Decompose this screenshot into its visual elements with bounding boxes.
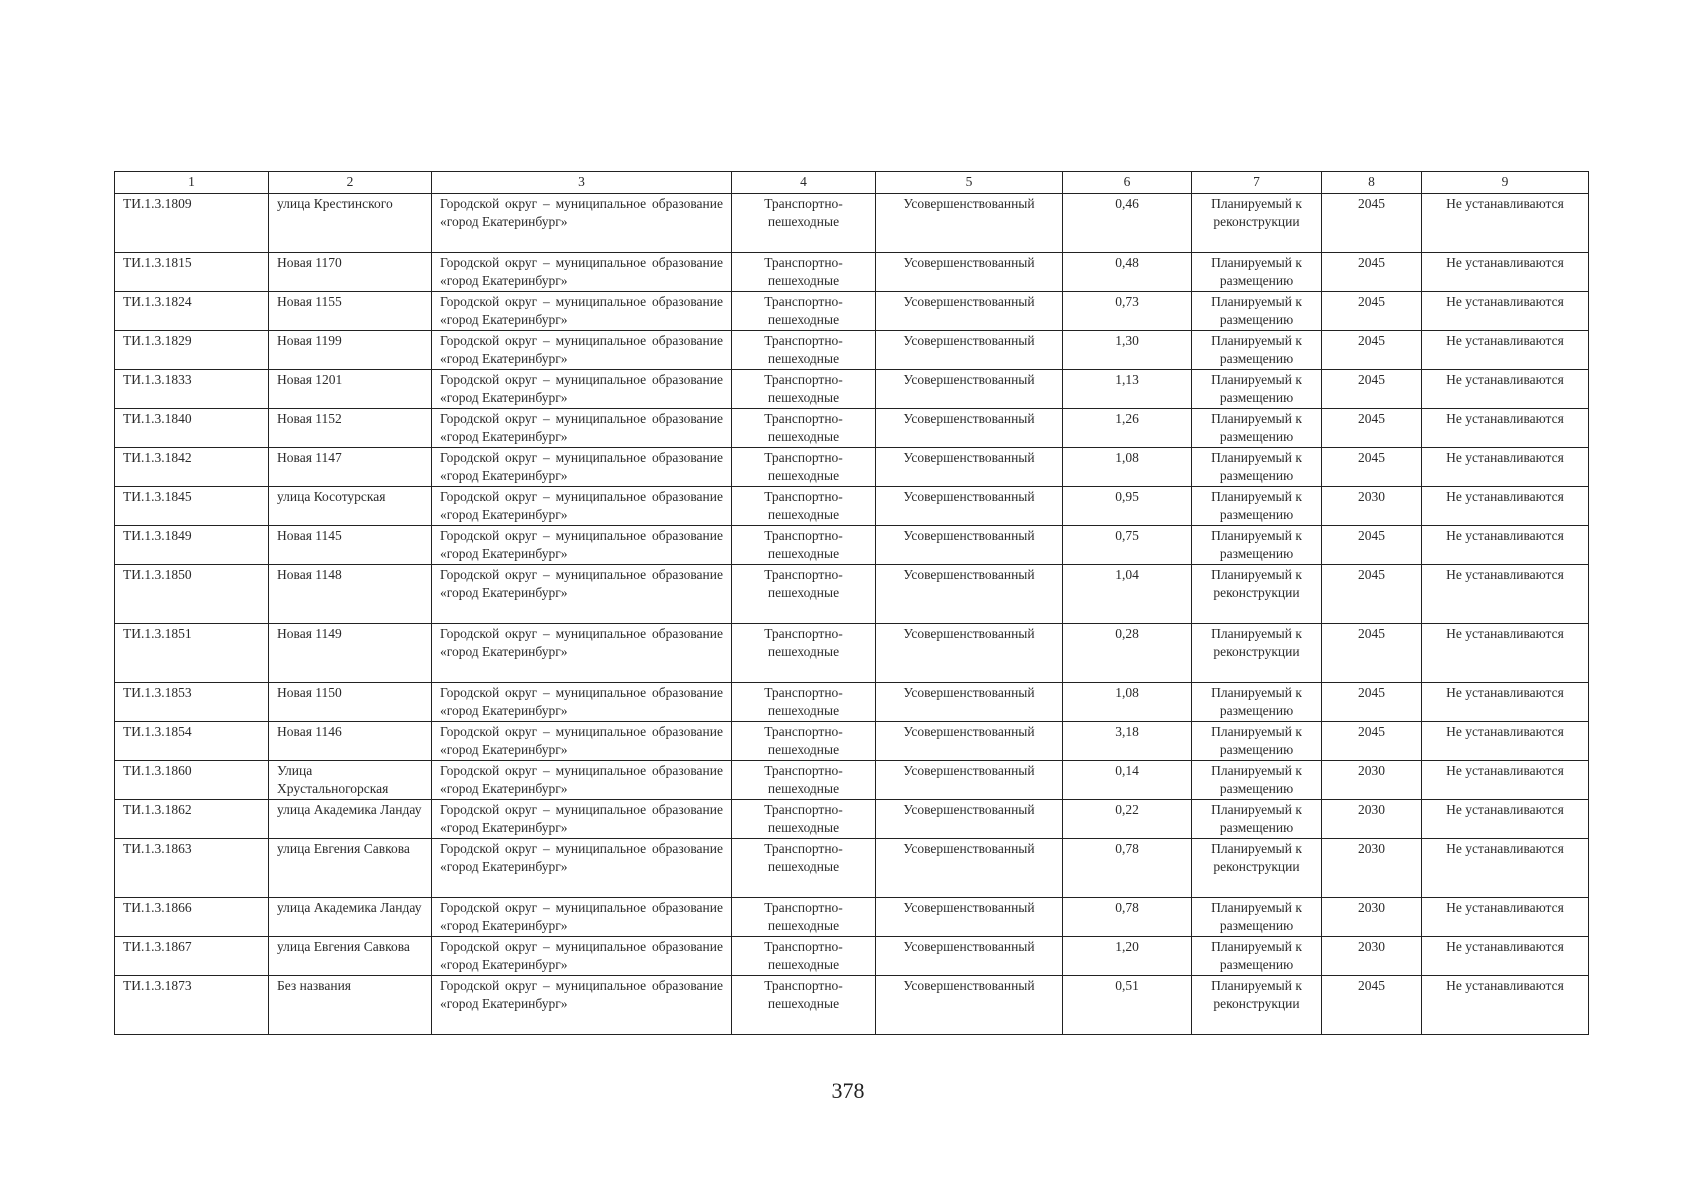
cell-road-type: Транспортно-пешеходные [732, 565, 876, 624]
table-row [115, 331, 1589, 370]
cell-road-type: Транспортно-пешеходные [732, 194, 876, 253]
table-body [115, 194, 1589, 1035]
cell-owner: Городской округ – муниципальное образование «город Екатеринбург» [432, 409, 732, 448]
cell-road-name: улица Академика Ландау [269, 898, 432, 937]
cell-owner: Городской округ – муниципальное образование «город Екатеринбург» [432, 976, 732, 1035]
cell-owner: Городской округ – муниципальное образование «город Екатеринбург» [432, 624, 732, 683]
cell-status: Планируемый к реконструкции [1192, 976, 1322, 1035]
table-row [115, 370, 1589, 409]
table-row [115, 839, 1589, 898]
cell-restrictions: Не устанавливаются [1422, 976, 1589, 1035]
cell-id: ТИ.1.3.1854 [115, 722, 269, 761]
cell-year: 2045 [1322, 253, 1422, 292]
cell-pavement: Усовершенствованный [876, 409, 1063, 448]
table-row [115, 194, 1589, 253]
cell-year: 2045 [1322, 409, 1422, 448]
cell-pavement: Усовершенствованный [876, 448, 1063, 487]
cell-road-name: Новая 1170 [269, 253, 432, 292]
cell-road-type: Транспортно-пешеходные [732, 937, 876, 976]
cell-status: Планируемый к размещению [1192, 253, 1322, 292]
cell-restrictions: Не устанавливаются [1422, 898, 1589, 937]
cell-owner: Городской округ – муниципальное образование «город Екатеринбург» [432, 839, 732, 898]
cell-restrictions: Не устанавливаются [1422, 800, 1589, 839]
cell-restrictions: Не устанавливаются [1422, 370, 1589, 409]
cell-id: ТИ.1.3.1824 [115, 292, 269, 331]
cell-road-type: Транспортно-пешеходные [732, 800, 876, 839]
table-row [115, 292, 1589, 331]
page-number: 378 [831, 1078, 865, 1103]
cell-road-name: улица Академика Ландау [269, 800, 432, 839]
table-row [115, 898, 1589, 937]
cell-restrictions: Не устанавливаются [1422, 624, 1589, 683]
cell-status: Планируемый к размещению [1192, 370, 1322, 409]
table-row [115, 526, 1589, 565]
cell-road-type: Транспортно-пешеходные [732, 898, 876, 937]
cell-id: ТИ.1.3.1850 [115, 565, 269, 624]
cell-status: Планируемый к размещению [1192, 487, 1322, 526]
table-row [115, 565, 1589, 624]
cell-status: Планируемый к реконструкции [1192, 194, 1322, 253]
cell-road-type: Транспортно-пешеходные [732, 976, 876, 1035]
cell-owner: Городской округ – муниципальное образование «город Екатеринбург» [432, 722, 732, 761]
cell-pavement: Усовершенствованный [876, 331, 1063, 370]
cell-year: 2045 [1322, 526, 1422, 565]
cell-owner: Городской округ – муниципальное образование «город Екатеринбург» [432, 761, 732, 800]
cell-status: Планируемый к размещению [1192, 898, 1322, 937]
cell-road-name: Новая 1150 [269, 683, 432, 722]
cell-road-name: Новая 1152 [269, 409, 432, 448]
cell-id: ТИ.1.3.1849 [115, 526, 269, 565]
cell-road-name: Без названия [269, 976, 432, 1035]
cell-length: 0,95 [1063, 487, 1192, 526]
cell-road-name: улица Евгения Савкова [269, 839, 432, 898]
cell-road-name: Новая 1148 [269, 565, 432, 624]
cell-road-type: Транспортно-пешеходные [732, 448, 876, 487]
cell-pavement: Усовершенствованный [876, 761, 1063, 800]
cell-length: 1,08 [1063, 448, 1192, 487]
cell-road-type: Транспортно-пешеходные [732, 409, 876, 448]
cell-owner: Городской округ – муниципальное образование «город Екатеринбург» [432, 253, 732, 292]
header-col-8: 8 [1322, 172, 1422, 194]
cell-pavement: Усовершенствованный [876, 526, 1063, 565]
cell-pavement: Усовершенствованный [876, 976, 1063, 1035]
cell-year: 2030 [1322, 761, 1422, 800]
table-row [115, 624, 1589, 683]
cell-year: 2045 [1322, 292, 1422, 331]
cell-status: Планируемый к размещению [1192, 331, 1322, 370]
table-row [115, 683, 1589, 722]
cell-year: 2045 [1322, 683, 1422, 722]
cell-length: 0,28 [1063, 624, 1192, 683]
cell-pavement: Усовершенствованный [876, 487, 1063, 526]
cell-road-name: улица Евгения Савкова [269, 937, 432, 976]
cell-length: 0,48 [1063, 253, 1192, 292]
cell-length: 0,46 [1063, 194, 1192, 253]
cell-restrictions: Не устанавливаются [1422, 761, 1589, 800]
cell-id: ТИ.1.3.1845 [115, 487, 269, 526]
cell-road-type: Транспортно-пешеходные [732, 331, 876, 370]
cell-restrictions: Не устанавливаются [1422, 487, 1589, 526]
cell-owner: Городской округ – муниципальное образование «город Екатеринбург» [432, 800, 732, 839]
cell-owner: Городской округ – муниципальное образование «город Екатеринбург» [432, 487, 732, 526]
cell-pavement: Усовершенствованный [876, 194, 1063, 253]
cell-length: 1,30 [1063, 331, 1192, 370]
cell-id: ТИ.1.3.1840 [115, 409, 269, 448]
cell-year: 2045 [1322, 370, 1422, 409]
cell-road-name: Новая 1201 [269, 370, 432, 409]
cell-pavement: Усовершенствованный [876, 624, 1063, 683]
cell-pavement: Усовершенствованный [876, 937, 1063, 976]
cell-year: 2030 [1322, 937, 1422, 976]
cell-id: ТИ.1.3.1815 [115, 253, 269, 292]
cell-restrictions: Не устанавливаются [1422, 331, 1589, 370]
header-col-3: 3 [432, 172, 732, 194]
cell-length: 0,78 [1063, 839, 1192, 898]
cell-status: Планируемый к размещению [1192, 722, 1322, 761]
cell-length: 0,51 [1063, 976, 1192, 1035]
cell-id: ТИ.1.3.1809 [115, 194, 269, 253]
cell-pavement: Усовершенствованный [876, 898, 1063, 937]
cell-road-type: Транспортно-пешеходные [732, 722, 876, 761]
cell-road-name: Улица Хрустальногорская [269, 761, 432, 800]
cell-year: 2045 [1322, 624, 1422, 683]
table-row [115, 487, 1589, 526]
cell-restrictions: Не устанавливаются [1422, 448, 1589, 487]
cell-length: 0,75 [1063, 526, 1192, 565]
cell-status: Планируемый к размещению [1192, 526, 1322, 565]
cell-road-type: Транспортно-пешеходные [732, 683, 876, 722]
cell-year: 2045 [1322, 565, 1422, 624]
cell-id: ТИ.1.3.1833 [115, 370, 269, 409]
cell-road-name: Новая 1147 [269, 448, 432, 487]
cell-road-type: Транспортно-пешеходные [732, 370, 876, 409]
cell-road-type: Транспортно-пешеходные [732, 487, 876, 526]
table-row [115, 800, 1589, 839]
header-col-5: 5 [876, 172, 1063, 194]
table-row [115, 253, 1589, 292]
cell-road-type: Транспортно-пешеходные [732, 761, 876, 800]
cell-year: 2045 [1322, 194, 1422, 253]
cell-id: ТИ.1.3.1873 [115, 976, 269, 1035]
header-row [115, 172, 1589, 194]
cell-road-name: Новая 1145 [269, 526, 432, 565]
cell-road-name: Новая 1146 [269, 722, 432, 761]
cell-restrictions: Не устанавливаются [1422, 292, 1589, 331]
cell-restrictions: Не устанавливаются [1422, 722, 1589, 761]
header-col-7: 7 [1192, 172, 1322, 194]
cell-pavement: Усовершенствованный [876, 683, 1063, 722]
cell-restrictions: Не устанавливаются [1422, 937, 1589, 976]
header-col-4: 4 [732, 172, 876, 194]
cell-id: ТИ.1.3.1866 [115, 898, 269, 937]
cell-status: Планируемый к реконструкции [1192, 624, 1322, 683]
cell-pavement: Усовершенствованный [876, 800, 1063, 839]
cell-road-name: Новая 1149 [269, 624, 432, 683]
cell-pavement: Усовершенствованный [876, 565, 1063, 624]
cell-id: ТИ.1.3.1860 [115, 761, 269, 800]
cell-length: 0,73 [1063, 292, 1192, 331]
cell-road-name: Новая 1199 [269, 331, 432, 370]
cell-length: 0,14 [1063, 761, 1192, 800]
cell-length: 1,04 [1063, 565, 1192, 624]
cell-length: 0,22 [1063, 800, 1192, 839]
cell-id: ТИ.1.3.1829 [115, 331, 269, 370]
cell-pavement: Усовершенствованный [876, 839, 1063, 898]
cell-road-name: Новая 1155 [269, 292, 432, 331]
cell-status: Планируемый к размещению [1192, 292, 1322, 331]
cell-status: Планируемый к размещению [1192, 800, 1322, 839]
table-row [115, 409, 1589, 448]
cell-status: Планируемый к размещению [1192, 448, 1322, 487]
cell-owner: Городской округ – муниципальное образование «город Екатеринбург» [432, 448, 732, 487]
cell-owner: Городской округ – муниципальное образование «город Екатеринбург» [432, 937, 732, 976]
cell-road-type: Транспортно-пешеходные [732, 839, 876, 898]
table-row [115, 761, 1589, 800]
cell-length: 0,78 [1063, 898, 1192, 937]
cell-status: Планируемый к размещению [1192, 761, 1322, 800]
cell-owner: Городской округ – муниципальное образование «город Екатеринбург» [432, 331, 732, 370]
cell-status: Планируемый к размещению [1192, 683, 1322, 722]
cell-owner: Городской округ – муниципальное образование «город Екатеринбург» [432, 683, 732, 722]
cell-restrictions: Не устанавливаются [1422, 683, 1589, 722]
cell-pavement: Усовершенствованный [876, 722, 1063, 761]
table-row [115, 448, 1589, 487]
cell-road-type: Транспортно-пешеходные [732, 526, 876, 565]
cell-year: 2030 [1322, 898, 1422, 937]
cell-owner: Городской округ – муниципальное образование «город Екатеринбург» [432, 370, 732, 409]
cell-restrictions: Не устанавливаются [1422, 194, 1589, 253]
cell-status: Планируемый к реконструкции [1192, 565, 1322, 624]
cell-restrictions: Не устанавливаются [1422, 253, 1589, 292]
cell-year: 2030 [1322, 487, 1422, 526]
cell-road-type: Транспортно-пешеходные [732, 624, 876, 683]
table-row [115, 722, 1589, 761]
cell-owner: Городской округ – муниципальное образование «город Екатеринбург» [432, 565, 732, 624]
cell-length: 1,20 [1063, 937, 1192, 976]
cell-owner: Городской округ – муниципальное образование «город Екатеринбург» [432, 526, 732, 565]
cell-year: 2045 [1322, 331, 1422, 370]
cell-year: 2045 [1322, 722, 1422, 761]
cell-road-name: улица Крестинского [269, 194, 432, 253]
cell-year: 2045 [1322, 976, 1422, 1035]
table-row [115, 937, 1589, 976]
cell-restrictions: Не устанавливаются [1422, 839, 1589, 898]
cell-id: ТИ.1.3.1851 [115, 624, 269, 683]
header-col-2: 2 [269, 172, 432, 194]
cell-restrictions: Не устанавливаются [1422, 526, 1589, 565]
cell-year: 2030 [1322, 839, 1422, 898]
cell-road-name: улица Косотурская [269, 487, 432, 526]
roads-table [114, 171, 1589, 1035]
cell-road-type: Транспортно-пешеходные [732, 253, 876, 292]
header-col-1: 1 [115, 172, 269, 194]
cell-status: Планируемый к реконструкции [1192, 839, 1322, 898]
cell-year: 2030 [1322, 800, 1422, 839]
cell-owner: Городской округ – муниципальное образование «город Екатеринбург» [432, 292, 732, 331]
header-col-6: 6 [1063, 172, 1192, 194]
cell-length: 3,18 [1063, 722, 1192, 761]
cell-length: 1,26 [1063, 409, 1192, 448]
cell-id: ТИ.1.3.1842 [115, 448, 269, 487]
cell-pavement: Усовершенствованный [876, 253, 1063, 292]
table-row [115, 976, 1589, 1035]
cell-id: ТИ.1.3.1862 [115, 800, 269, 839]
header-col-9: 9 [1422, 172, 1589, 194]
cell-restrictions: Не устанавливаются [1422, 409, 1589, 448]
cell-pavement: Усовершенствованный [876, 292, 1063, 331]
cell-restrictions: Не устанавливаются [1422, 565, 1589, 624]
cell-length: 1,13 [1063, 370, 1192, 409]
cell-year: 2045 [1322, 448, 1422, 487]
cell-id: ТИ.1.3.1853 [115, 683, 269, 722]
cell-status: Планируемый к размещению [1192, 937, 1322, 976]
cell-owner: Городской округ – муниципальное образование «город Екатеринбург» [432, 898, 732, 937]
cell-id: ТИ.1.3.1863 [115, 839, 269, 898]
cell-road-type: Транспортно-пешеходные [732, 292, 876, 331]
cell-id: ТИ.1.3.1867 [115, 937, 269, 976]
cell-owner: Городской округ – муниципальное образование «город Екатеринбург» [432, 194, 732, 253]
table-header [115, 172, 1589, 194]
cell-length: 1,08 [1063, 683, 1192, 722]
cell-status: Планируемый к размещению [1192, 409, 1322, 448]
cell-pavement: Усовершенствованный [876, 370, 1063, 409]
